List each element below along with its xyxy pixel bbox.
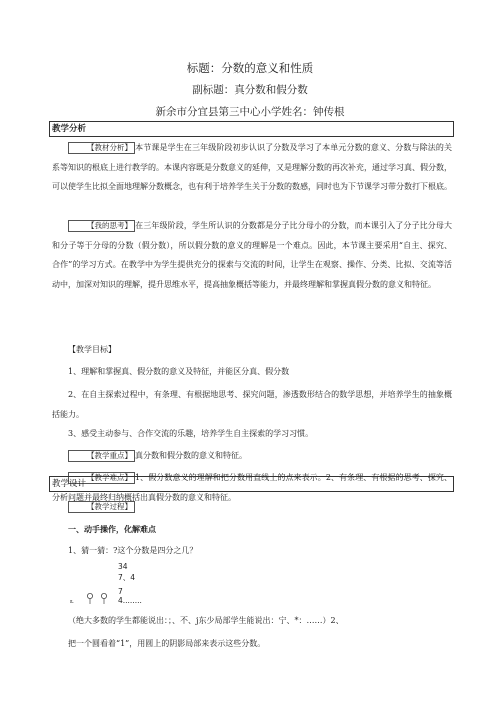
analysis-heading-box xyxy=(49,121,454,137)
svg-text:ఽ: ఽ xyxy=(70,598,74,605)
thinking-label: 【我的思考】 xyxy=(68,220,135,232)
focus-paragraph xyxy=(52,446,452,466)
focus-label: 【教学重点】 xyxy=(68,450,135,462)
goal-1: 1、理解和掌握真、假分数的意义及特征，并能区分真、假分数 xyxy=(68,367,290,376)
fraction-a: 34 xyxy=(118,562,128,571)
page-title: 标题：分数的意义和性质 xyxy=(186,61,314,75)
fraction-b: 7、4 xyxy=(118,573,136,582)
goal-3: 3、感受主动参与、合作交流的乐趣，培养学生自主探索的学习习惯。 xyxy=(68,429,314,438)
difficulty-label: 【教学难点】 xyxy=(68,472,135,484)
thinking-text: 在三年级阶段，学生所认识的分数都是分子比分母小的分数，而本课引入了分子比分母大和分子等于分母的分数（假分数），所以假分数的意义的理解是一个难点。因此，本节课主要采用“自主、探究、合作”的学习方式。在教学中为学生提供充分的探索与交流的时间，让学生在观察、操作、分类、比拟、交流等活动中，加深对知识的理解，提升思维水平，提高抽象概括等能力，并最终理解和掌握真假分数的意义和特征。 xyxy=(52,221,452,289)
material-analysis-text: 本节课是学生在三年级阶段初步认识了分数及学习了本单元分数的意义、分数与除法的关系等知识的根底上进行教学的。本课内容既是分数意义的延伸，又是理解分数的再次补充，通过学习真、假分数，可以使学生比拟全面地理解分数概念，也有利于培养学生关于分数的数感，同时也为下节课学习带分数打下根底。 xyxy=(52,143,452,191)
goals-label: 【教学目标】 xyxy=(68,345,116,354)
circle-glyphs-icon xyxy=(68,590,114,606)
analysis-heading: 教学分析 xyxy=(52,124,87,134)
author-line: 新余市分宜县第三中心小学姓名：钟传根 xyxy=(155,106,345,118)
material-analysis-paragraph xyxy=(52,138,452,197)
process-paragraph xyxy=(52,497,452,517)
student-answers-note: （绝大多数的学生都能说出：；、不、j东少局部学生能说出：宁、*：……）2、 xyxy=(68,616,344,625)
question-1: 1、猜一猜：?这个分数是四分之几？ xyxy=(68,546,198,555)
design-heading: 教学设计 xyxy=(52,479,87,489)
fraction-d: 4........ xyxy=(118,596,142,605)
process-label: 【教学过程】 xyxy=(68,501,135,513)
material-analysis-label: 【教材分析】 xyxy=(68,142,135,154)
page-subtitle: 副标题：真分数和假分数 xyxy=(192,84,308,96)
design-heading-box xyxy=(49,476,454,492)
circle-task: 把一个圆看着“1”，用圆上的阴影局部来表示这些分数。 xyxy=(68,639,266,648)
fraction-c: 7 xyxy=(118,587,123,596)
focus-text: 真分数和假分数的意义和特征。 xyxy=(135,451,247,460)
goal-2: 2、在自主探索过程中，有条理、有根据地思考、探究问题，渗透数形结合的数学思想，并培养学生的抽象概括能力。 xyxy=(52,390,452,419)
section-1-heading: 一、动手操作，化解难点 xyxy=(68,525,156,534)
difficulty-text: 1、假分数意义的理解和把分数用直线上的点来表示。2、有条理、有根据的思考、探究、分析问题并最终归纳概括出真假分数的意义和特征。 xyxy=(52,473,452,502)
thinking-paragraph xyxy=(52,216,452,294)
